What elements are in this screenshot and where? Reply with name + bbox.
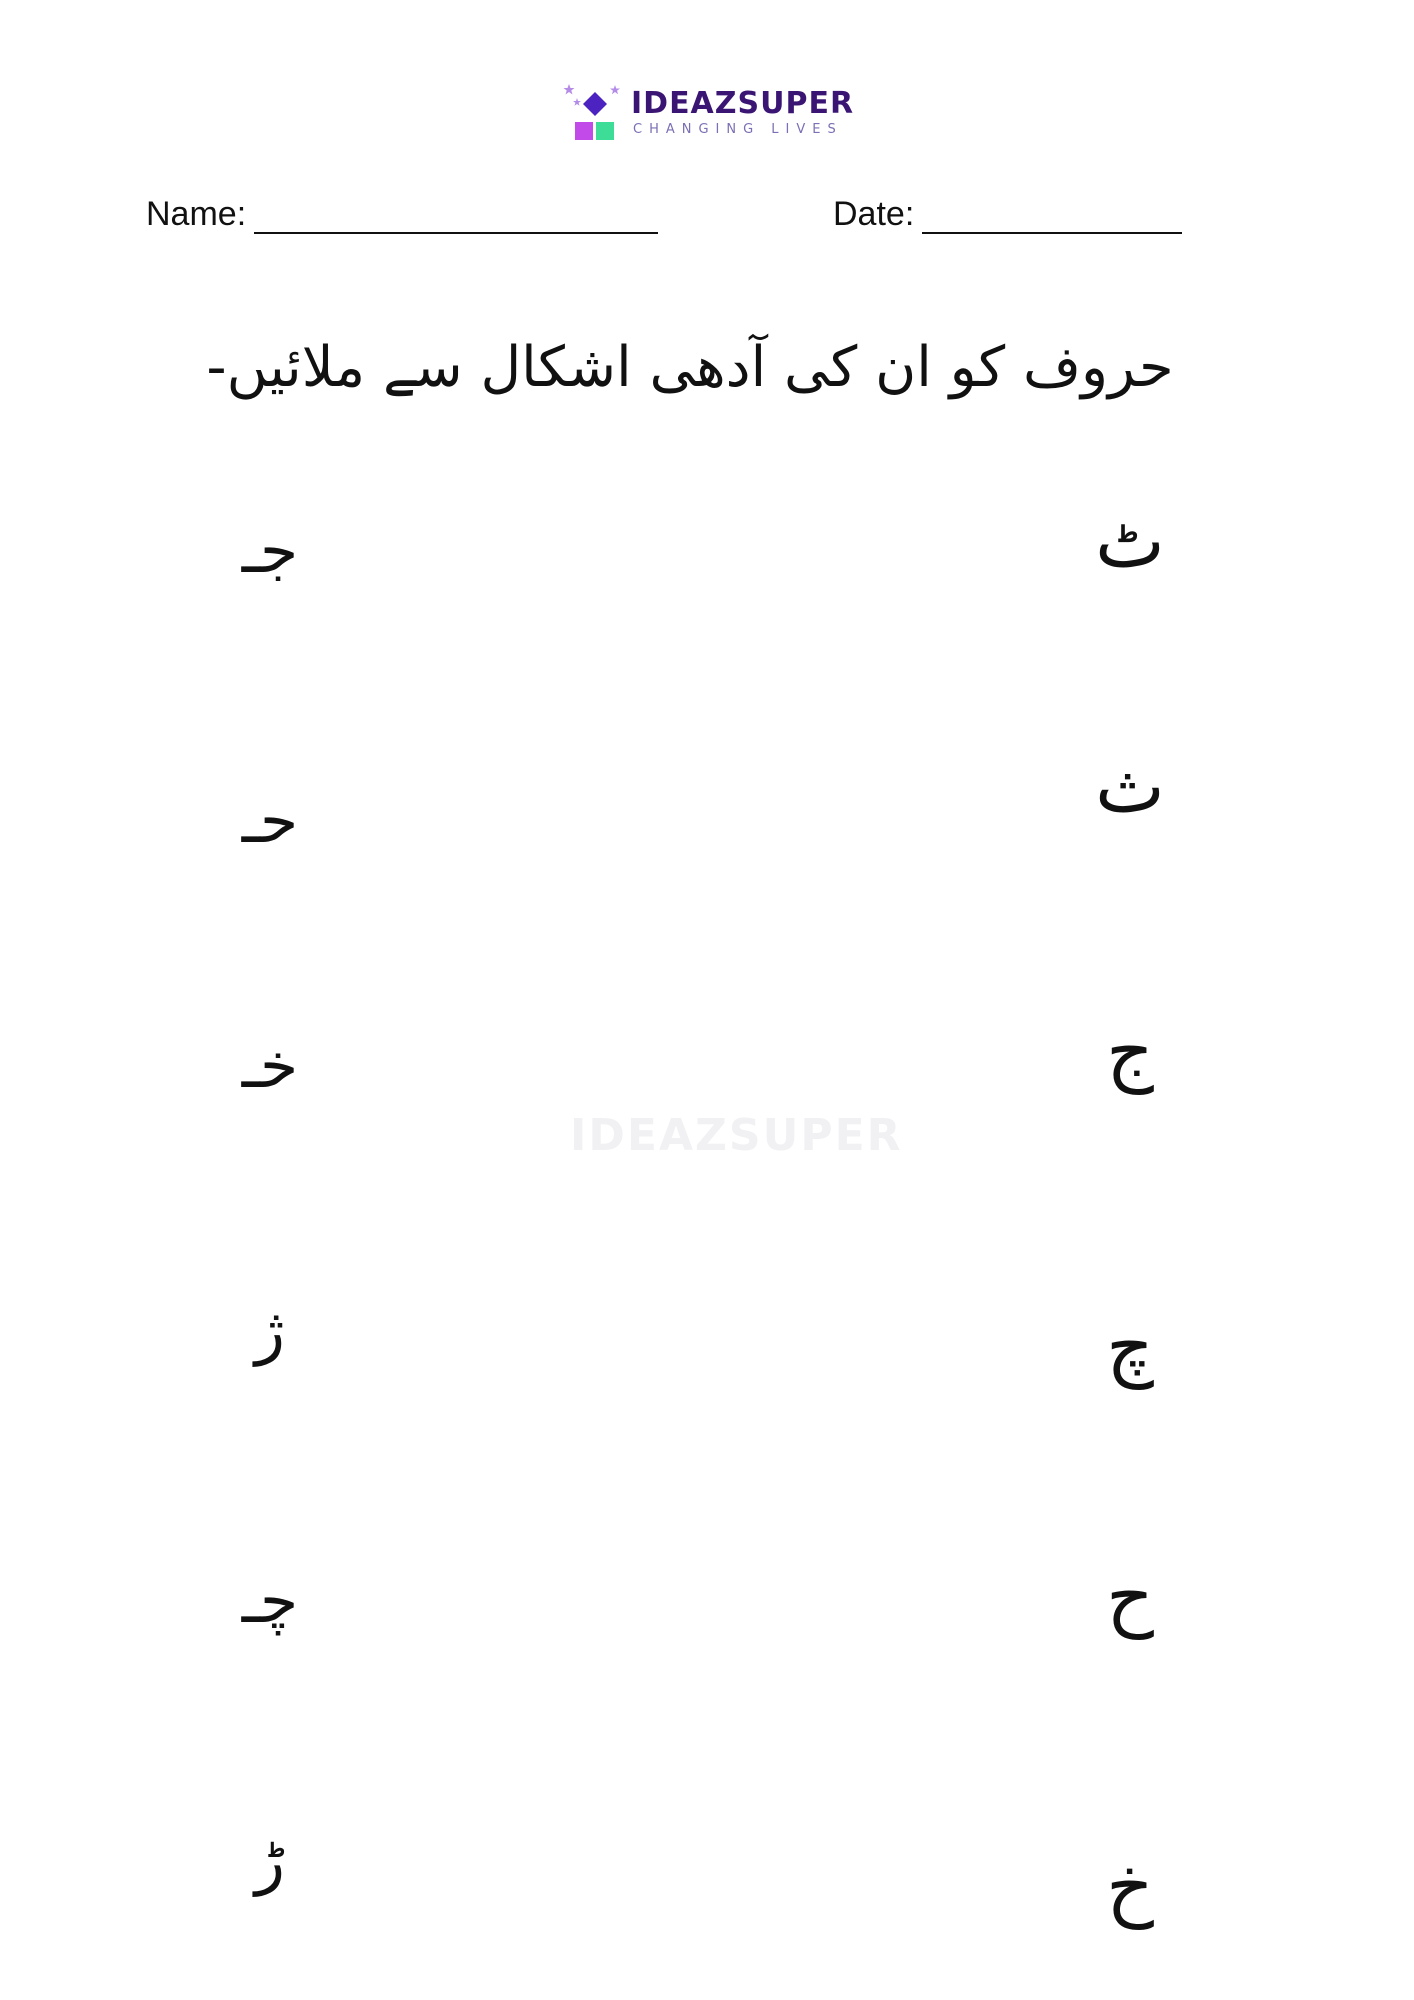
right-letter-2[interactable]: ث bbox=[1095, 744, 1165, 830]
date-blank-line[interactable] bbox=[922, 202, 1182, 234]
name-label: Name: bbox=[146, 195, 247, 233]
right-letter-1[interactable]: ٹ bbox=[1095, 499, 1165, 585]
date-label: Date: bbox=[833, 195, 915, 233]
name-blank-line[interactable] bbox=[254, 202, 658, 234]
right-letter-5[interactable]: ح bbox=[1106, 1554, 1154, 1640]
right-letter-4[interactable]: چ bbox=[1106, 1304, 1154, 1390]
right-letter-6[interactable]: خ bbox=[1106, 1844, 1154, 1930]
left-letter-3[interactable]: خـ bbox=[241, 1029, 299, 1102]
watermark: IDEAZSUPER bbox=[570, 1110, 903, 1161]
left-letter-5[interactable]: چـ bbox=[241, 1564, 299, 1637]
left-letter-4[interactable]: ژ bbox=[255, 1294, 285, 1367]
logo-mark-icon bbox=[563, 80, 627, 144]
date-field[interactable] bbox=[833, 195, 1182, 234]
left-letter-6[interactable]: ڑ bbox=[255, 1824, 285, 1897]
brand-logo bbox=[563, 80, 863, 144]
instruction-title: حروف کو ان کی آدھی اشکال سے ملائیں- bbox=[206, 335, 1174, 400]
brand-name: IDEAZSUPER bbox=[631, 86, 855, 121]
brand-tagline: CHANGING LIVES bbox=[633, 122, 843, 137]
left-letter-2[interactable]: حـ bbox=[241, 784, 299, 857]
left-letter-1[interactable]: جـ bbox=[241, 514, 299, 587]
right-letter-3[interactable]: ج bbox=[1106, 1009, 1154, 1095]
name-field[interactable] bbox=[146, 195, 658, 234]
